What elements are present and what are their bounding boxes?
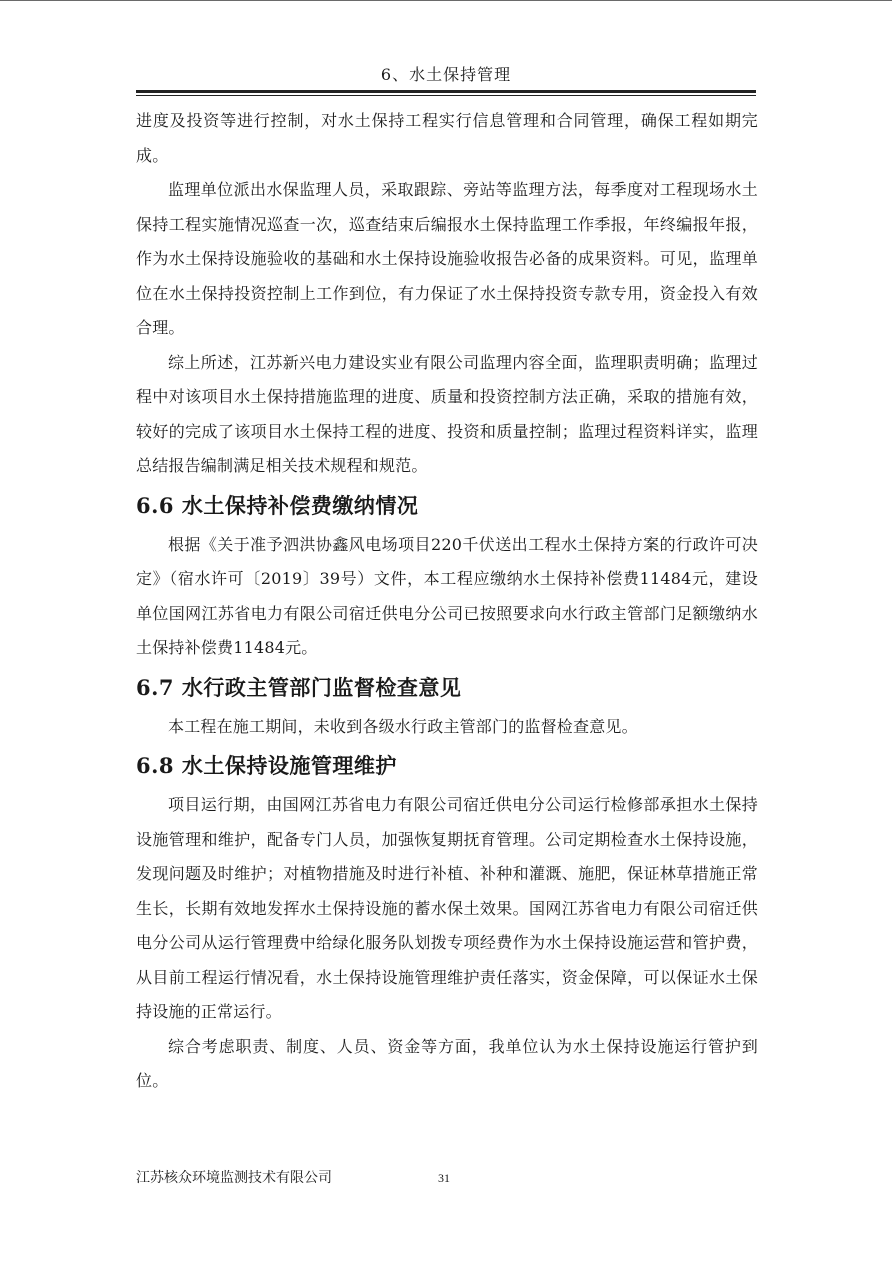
paragraph-maintenance: 项目运行期，由国网江苏省电力有限公司宿迁供电分公司运行检修部承担水土保持设施管理和维护，配备专门人员，加强恢复期抚育管理。公司定期检查水土保持设施，发现问题及时维护；对植物措施及时进行补植、补种和灌溉、施肥，保证林草措施正常生长，长期有效地发挥水土保持设施的蓄水保土效果。国网江苏省电力有限公司宿迁供电分公司从运行管理费中给绿化服务队划拨专项经费作为水土保持设施运营和管护费，从目前工程运行情况看，水土保持设施管理维护责任落实，资金保障，可以保证水土保持设施的正常运行。 — [136, 795, 758, 1021]
footer-page-number: 31 — [438, 1171, 450, 1185]
footer-company-name: 江苏核众环境监测技术有限公司 — [136, 1170, 332, 1186]
section-heading-6-8 — [136, 744, 758, 788]
paragraph-supervision-method: 监理单位派出水保监理人员，采取跟踪、旁站等监理方法，每季度对工程现场水土保持工程实施情况巡查一次，巡查结束后编报水土保持监理工作季报，年终编报年报，作为水土保持设施验收的基础和水土保持设施验收报告必备的成果资料。可见，监理单位在水土保持投资控制上工作到位，有力保证了水土保持投资专款专用，资金投入有效合理。 — [136, 180, 758, 337]
section-heading-6-6 — [136, 484, 758, 528]
section-number: 6.6 — [136, 492, 175, 518]
paragraph-conclusion: 综合考虑职责、制度、人员、资金等方面，我单位认为水土保持设施运行管护到位。 — [136, 1036, 758, 1090]
paragraph-continuation: 进度及投资等进行控制，对水土保持工程实行信息管理和合同管理，确保工程如期完成。 — [136, 111, 758, 165]
page-top-border — [0, 0, 892, 1]
header-rule-thin — [136, 95, 756, 96]
paragraph-inspection-opinion: 本工程在施工期间，未收到各级水行政主管部门的监督检查意见。 — [168, 716, 638, 736]
section-heading-6-7 — [136, 666, 758, 710]
section-number: 6.7 — [136, 674, 175, 700]
header-rule-thick — [136, 90, 756, 93]
running-header-title: 6、水土保持管理 — [380, 65, 512, 84]
section-title: 水土保持设施管理维护 — [181, 754, 397, 778]
section-number: 6.8 — [136, 753, 175, 778]
paragraph-compensation-fee: 根据《关于准予泗洪协鑫风电场项目220千伏送出工程水土保持方案的行政许可决定》（宿水许可〔2019〕39号）文件，本工程应缴纳水土保持补偿费11484元，建设单位国网江苏省电力有限公司宿迁供电分公司已按照要求向水行政主管部门足额缴纳水土保持补偿费11484元。 — [136, 534, 758, 657]
section-title: 水行政主管部门监督检查意见 — [181, 675, 462, 700]
document-body — [136, 104, 758, 1099]
section-title: 水土保持补偿费缴纳情况 — [181, 493, 419, 518]
paragraph-summary: 综上所述，江苏新兴电力建设实业有限公司监理内容全面，监理职责明确；监理过程中对该项目水土保持措施监理的进度、质量和投资控制方法正确，采取的措施有效，较好的完成了该项目水土保持工程的进度、投资和质量控制；监理过程资料详实，监理总结报告编制满足相关技术规程和规范。 — [136, 352, 758, 475]
